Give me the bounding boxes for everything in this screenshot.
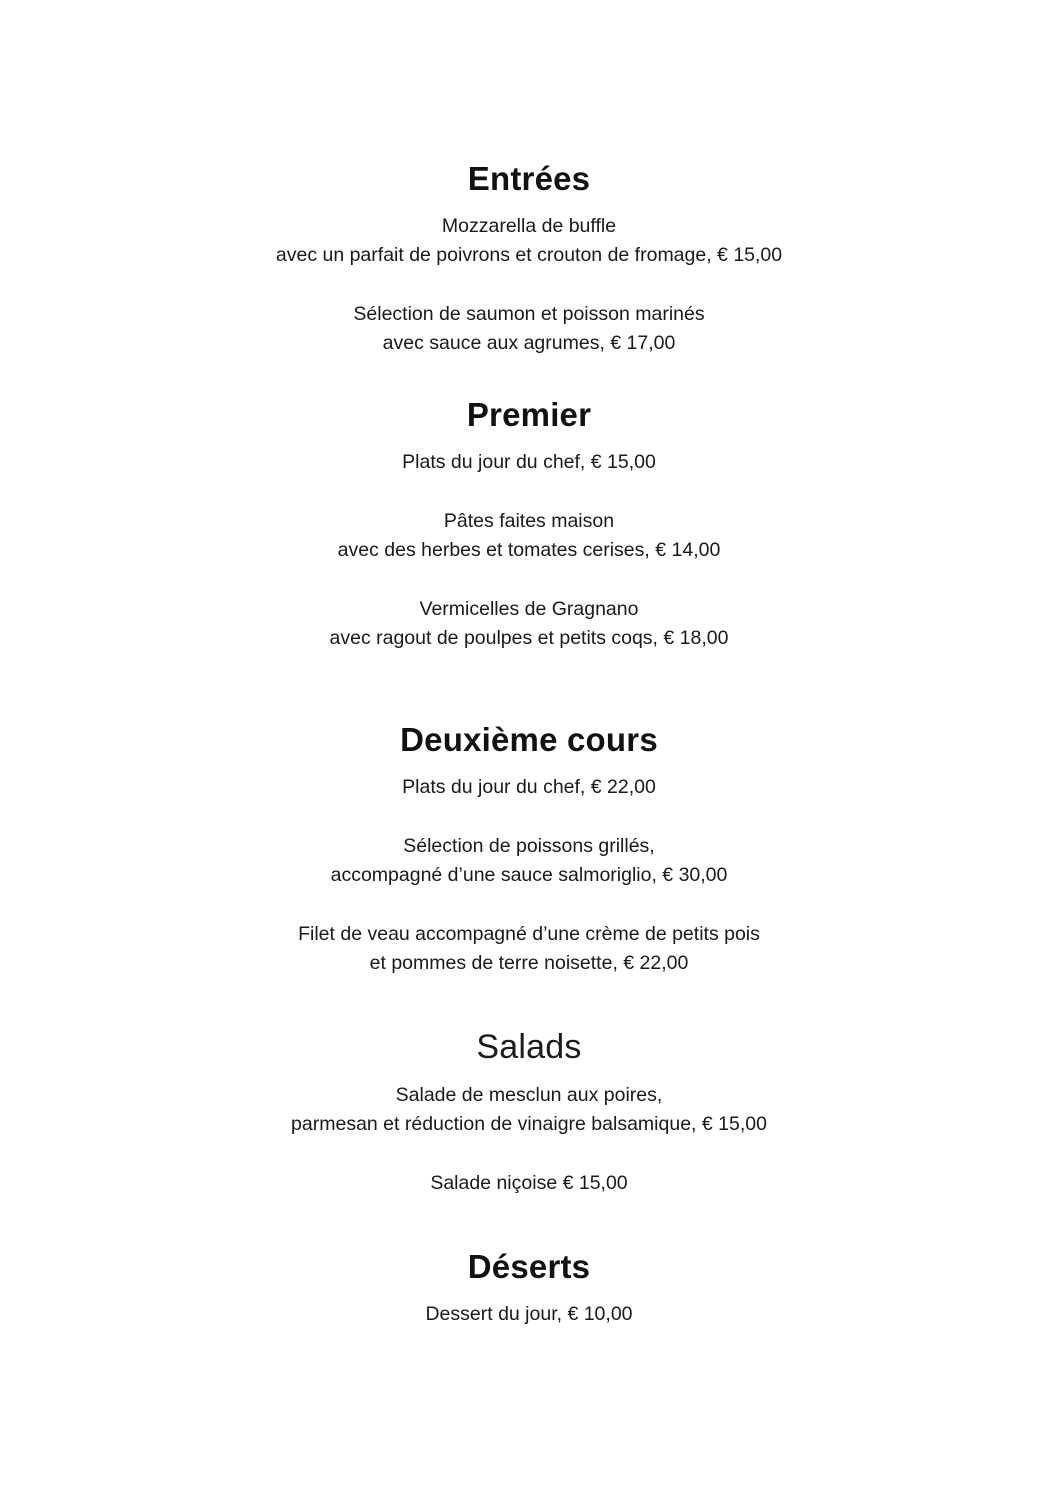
menu-item-line: Salade niçoise € 15,00: [430, 1172, 628, 1194]
menu-item: [0, 300, 1058, 358]
menu-item: [0, 448, 1058, 477]
section-entrees: [0, 160, 1058, 358]
menu-item: [0, 773, 1058, 802]
menu-item: [0, 920, 1058, 978]
menu-item: [0, 1300, 1058, 1329]
section-deuxieme-cours: [0, 721, 1058, 978]
section-premier: [0, 396, 1058, 653]
menu-item-line: accompagné d’une sauce salmoriglio, € 30,00: [330, 864, 728, 886]
section-title-entrees: Entrées: [467, 160, 591, 197]
section-deserts: [0, 1248, 1058, 1329]
section-title-deserts: Déserts: [467, 1248, 591, 1285]
menu-item-line: Sélection de poissons grillés,: [403, 835, 655, 857]
menu-item-line: et pommes de terre noisette, € 22,00: [369, 952, 689, 974]
menu-item: [0, 1169, 1058, 1198]
menu-item-line: Sélection de saumon et poisson marinés: [353, 303, 705, 325]
menu-item: [0, 507, 1058, 565]
menu-item-line: avec ragout de poulpes et petits coqs, € 18,00: [329, 627, 729, 649]
menu-item-line: Plats du jour du chef, € 22,00: [402, 776, 656, 798]
menu-item-line: avec un parfait de poivrons et crouton de fromage, € 15,00: [275, 244, 783, 266]
menu-item-line: Pâtes faites maison: [443, 510, 615, 532]
menu-item-line: Mozzarella de buffle: [441, 215, 617, 237]
menu-item-line: Salade de mesclun aux poires,: [395, 1084, 663, 1106]
section-salads: [0, 1028, 1058, 1198]
menu-item: [0, 832, 1058, 890]
menu-item: [0, 212, 1058, 270]
menu-item-line: Dessert du jour, € 10,00: [425, 1303, 633, 1325]
section-title-premier: Premier: [466, 396, 592, 433]
section-title-salads: Salads: [476, 1028, 582, 1066]
menu-item: [0, 1081, 1058, 1139]
menu-item: [0, 595, 1058, 653]
menu-item-line: Plats du jour du chef, € 15,00: [402, 451, 656, 473]
menu-item-line: avec des herbes et tomates cerises, € 14,00: [337, 539, 721, 561]
section-title-deuxieme-cours: Deuxième cours: [400, 721, 658, 758]
menu-item-line: parmesan et réduction de vinaigre balsamique, € 15,00: [291, 1113, 767, 1135]
menu-item-line: Vermicelles de Gragnano: [419, 598, 639, 620]
menu-item-line: Filet de veau accompagné d’une crème de petits pois: [298, 923, 760, 945]
menu-item-line: avec sauce aux agrumes, € 17,00: [382, 332, 676, 354]
